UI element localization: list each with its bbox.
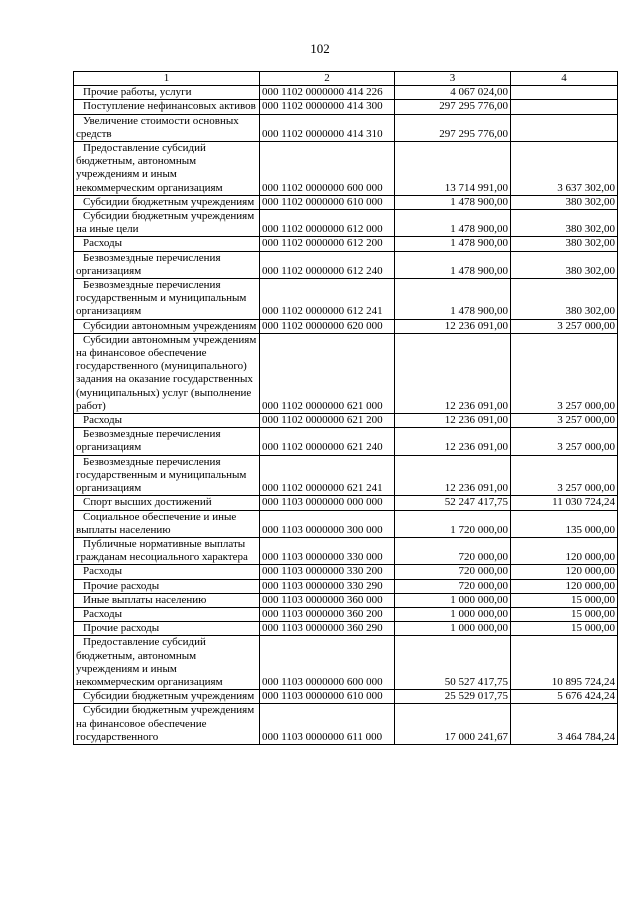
row-code-cell: 000 1102 0000000 621 240 bbox=[260, 428, 395, 455]
row-name-cell: Субсидии бюджетным учреждениям на финансовое обеспечение государственного bbox=[74, 704, 260, 745]
table-row bbox=[74, 333, 618, 413]
table-header-row bbox=[74, 72, 618, 86]
table-row bbox=[74, 593, 618, 607]
row-value-col3-cell: 1 478 900,00 bbox=[395, 195, 511, 209]
row-value-col4-cell: 380 302,00 bbox=[511, 237, 618, 251]
row-code-cell: 000 1102 0000000 414 300 bbox=[260, 100, 395, 114]
row-code-cell: 000 1103 0000000 600 000 bbox=[260, 636, 395, 690]
table-row bbox=[74, 279, 618, 320]
row-value-col4-cell: 3 464 784,24 bbox=[511, 704, 618, 745]
row-code-cell: 000 1103 0000000 330 290 bbox=[260, 579, 395, 593]
table-row bbox=[74, 251, 618, 278]
row-value-col4-cell: 15 000,00 bbox=[511, 593, 618, 607]
table-row bbox=[74, 537, 618, 564]
row-code-cell: 000 1103 0000000 330 200 bbox=[260, 565, 395, 579]
row-value-col3-cell: 1 478 900,00 bbox=[395, 251, 511, 278]
row-name-cell: Публичные нормативные выплаты гражданам несоциального характера bbox=[74, 537, 260, 564]
row-name-cell: Расходы bbox=[74, 565, 260, 579]
row-value-col3-cell: 297 295 776,00 bbox=[395, 114, 511, 141]
row-name-cell: Субсидии автономным учреждениям bbox=[74, 319, 260, 333]
row-value-col3-cell: 12 236 091,00 bbox=[395, 428, 511, 455]
row-value-col3-cell: 12 236 091,00 bbox=[395, 414, 511, 428]
column-header: 3 bbox=[395, 72, 511, 86]
row-code-cell: 000 1102 0000000 612 000 bbox=[260, 210, 395, 237]
budget-table bbox=[73, 71, 618, 745]
row-name-cell: Субсидии бюджетным учреждениям bbox=[74, 690, 260, 704]
row-name-cell: Расходы bbox=[74, 237, 260, 251]
row-value-col3-cell: 1 720 000,00 bbox=[395, 510, 511, 537]
row-value-col4-cell: 15 000,00 bbox=[511, 622, 618, 636]
row-code-cell: 000 1102 0000000 612 241 bbox=[260, 279, 395, 320]
row-value-col4-cell bbox=[511, 86, 618, 100]
row-value-col3-cell: 12 236 091,00 bbox=[395, 455, 511, 496]
row-code-cell: 000 1103 0000000 330 000 bbox=[260, 537, 395, 564]
row-code-cell: 000 1102 0000000 612 240 bbox=[260, 251, 395, 278]
row-value-col4-cell: 120 000,00 bbox=[511, 537, 618, 564]
row-code-cell: 000 1102 0000000 610 000 bbox=[260, 195, 395, 209]
row-name-cell: Расходы bbox=[74, 607, 260, 621]
row-value-col4-cell: 3 257 000,00 bbox=[511, 414, 618, 428]
table-row bbox=[74, 237, 618, 251]
row-value-col3-cell: 720 000,00 bbox=[395, 579, 511, 593]
table-row bbox=[74, 690, 618, 704]
row-name-cell: Прочие расходы bbox=[74, 579, 260, 593]
row-value-col4-cell bbox=[511, 100, 618, 114]
row-name-cell: Иные выплаты населению bbox=[74, 593, 260, 607]
table-row bbox=[74, 210, 618, 237]
table-row bbox=[74, 455, 618, 496]
row-code-cell: 000 1102 0000000 600 000 bbox=[260, 142, 395, 196]
row-name-cell: Поступление нефинансовых активов bbox=[74, 100, 260, 114]
row-value-col3-cell: 1 000 000,00 bbox=[395, 607, 511, 621]
row-name-cell: Субсидии бюджетным учреждениям bbox=[74, 195, 260, 209]
table-row bbox=[74, 636, 618, 690]
row-value-col4-cell: 135 000,00 bbox=[511, 510, 618, 537]
table-row bbox=[74, 319, 618, 333]
row-name-cell: Безвозмездные перечисления государственным и муниципальным организациям bbox=[74, 455, 260, 496]
row-code-cell: 000 1102 0000000 612 200 bbox=[260, 237, 395, 251]
row-name-cell: Предоставление субсидий бюджетным, автономным учреждениям и иным некоммерческим организациям bbox=[74, 636, 260, 690]
row-code-cell: 000 1103 0000000 610 000 bbox=[260, 690, 395, 704]
column-header: 2 bbox=[260, 72, 395, 86]
row-value-col4-cell: 380 302,00 bbox=[511, 251, 618, 278]
row-code-cell: 000 1102 0000000 621 200 bbox=[260, 414, 395, 428]
table-row bbox=[74, 414, 618, 428]
table-row bbox=[74, 622, 618, 636]
row-code-cell: 000 1102 0000000 621 000 bbox=[260, 333, 395, 413]
row-value-col3-cell: 720 000,00 bbox=[395, 537, 511, 564]
table-row bbox=[74, 704, 618, 745]
row-name-cell: Прочие расходы bbox=[74, 622, 260, 636]
row-value-col3-cell: 13 714 991,00 bbox=[395, 142, 511, 196]
page-number: 102 bbox=[310, 41, 330, 56]
row-name-cell: Безвозмездные перечисления организациям bbox=[74, 251, 260, 278]
row-value-col4-cell: 380 302,00 bbox=[511, 210, 618, 237]
row-value-col4-cell: 380 302,00 bbox=[511, 195, 618, 209]
row-name-cell: Увеличение стоимости основных средств bbox=[74, 114, 260, 141]
row-value-col4-cell: 120 000,00 bbox=[511, 579, 618, 593]
row-value-col3-cell: 1 000 000,00 bbox=[395, 622, 511, 636]
table-body bbox=[74, 86, 618, 745]
table-row bbox=[74, 142, 618, 196]
row-name-cell: Расходы bbox=[74, 414, 260, 428]
row-value-col4-cell bbox=[511, 114, 618, 141]
row-code-cell: 000 1102 0000000 414 226 bbox=[260, 86, 395, 100]
row-value-col3-cell: 1 000 000,00 bbox=[395, 593, 511, 607]
row-value-col4-cell: 3 257 000,00 bbox=[511, 428, 618, 455]
row-value-col4-cell: 5 676 424,24 bbox=[511, 690, 618, 704]
row-value-col3-cell: 1 478 900,00 bbox=[395, 279, 511, 320]
row-name-cell: Социальное обеспечение и иные выплаты населению bbox=[74, 510, 260, 537]
row-code-cell: 000 1102 0000000 621 241 bbox=[260, 455, 395, 496]
row-value-col3-cell: 25 529 017,75 bbox=[395, 690, 511, 704]
row-value-col3-cell: 12 236 091,00 bbox=[395, 333, 511, 413]
row-value-col4-cell: 3 637 302,00 bbox=[511, 142, 618, 196]
table-row bbox=[74, 496, 618, 510]
row-value-col3-cell: 1 478 900,00 bbox=[395, 210, 511, 237]
row-code-cell: 000 1102 0000000 620 000 bbox=[260, 319, 395, 333]
row-value-col4-cell: 10 895 724,24 bbox=[511, 636, 618, 690]
row-name-cell: Спорт высших достижений bbox=[74, 496, 260, 510]
row-value-col4-cell: 3 257 000,00 bbox=[511, 455, 618, 496]
row-name-cell: Субсидии бюджетным учреждениям на иные цели bbox=[74, 210, 260, 237]
row-name-cell: Предоставление субсидий бюджетным, автономным учреждениям и иным некоммерческим организациям bbox=[74, 142, 260, 196]
row-code-cell: 000 1103 0000000 300 000 bbox=[260, 510, 395, 537]
row-value-col4-cell: 3 257 000,00 bbox=[511, 319, 618, 333]
row-value-col3-cell: 720 000,00 bbox=[395, 565, 511, 579]
table-row bbox=[74, 100, 618, 114]
row-code-cell: 000 1103 0000000 611 000 bbox=[260, 704, 395, 745]
table-row bbox=[74, 565, 618, 579]
row-value-col3-cell: 50 527 417,75 bbox=[395, 636, 511, 690]
row-name-cell: Субсидии автономным учреждениям на финансовое обеспечение государственного (муниципального) задания на оказание государственных (муниципальных) услуг (выполнение работ) bbox=[74, 333, 260, 413]
table-row bbox=[74, 86, 618, 100]
row-value-col3-cell: 4 067 024,00 bbox=[395, 86, 511, 100]
column-header: 4 bbox=[511, 72, 618, 86]
row-code-cell: 000 1103 0000000 360 200 bbox=[260, 607, 395, 621]
table-row bbox=[74, 114, 618, 141]
row-value-col3-cell: 1 478 900,00 bbox=[395, 237, 511, 251]
column-header: 1 bbox=[74, 72, 260, 86]
row-value-col4-cell: 380 302,00 bbox=[511, 279, 618, 320]
row-value-col3-cell: 17 000 241,67 bbox=[395, 704, 511, 745]
row-value-col4-cell: 3 257 000,00 bbox=[511, 333, 618, 413]
row-code-cell: 000 1103 0000000 360 000 bbox=[260, 593, 395, 607]
table-row bbox=[74, 195, 618, 209]
row-value-col4-cell: 120 000,00 bbox=[511, 565, 618, 579]
row-code-cell: 000 1102 0000000 414 310 bbox=[260, 114, 395, 141]
row-value-col3-cell: 297 295 776,00 bbox=[395, 100, 511, 114]
row-name-cell: Безвозмездные перечисления организациям bbox=[74, 428, 260, 455]
table-row bbox=[74, 428, 618, 455]
row-value-col3-cell: 12 236 091,00 bbox=[395, 319, 511, 333]
row-name-cell: Безвозмездные перечисления государственным и муниципальным организациям bbox=[74, 279, 260, 320]
row-name-cell: Прочие работы, услуги bbox=[74, 86, 260, 100]
row-value-col3-cell: 52 247 417,75 bbox=[395, 496, 511, 510]
table-row bbox=[74, 607, 618, 621]
row-code-cell: 000 1103 0000000 000 000 bbox=[260, 496, 395, 510]
table-row bbox=[74, 510, 618, 537]
row-value-col4-cell: 11 030 724,24 bbox=[511, 496, 618, 510]
row-code-cell: 000 1103 0000000 360 290 bbox=[260, 622, 395, 636]
table-row bbox=[74, 579, 618, 593]
row-value-col4-cell: 15 000,00 bbox=[511, 607, 618, 621]
